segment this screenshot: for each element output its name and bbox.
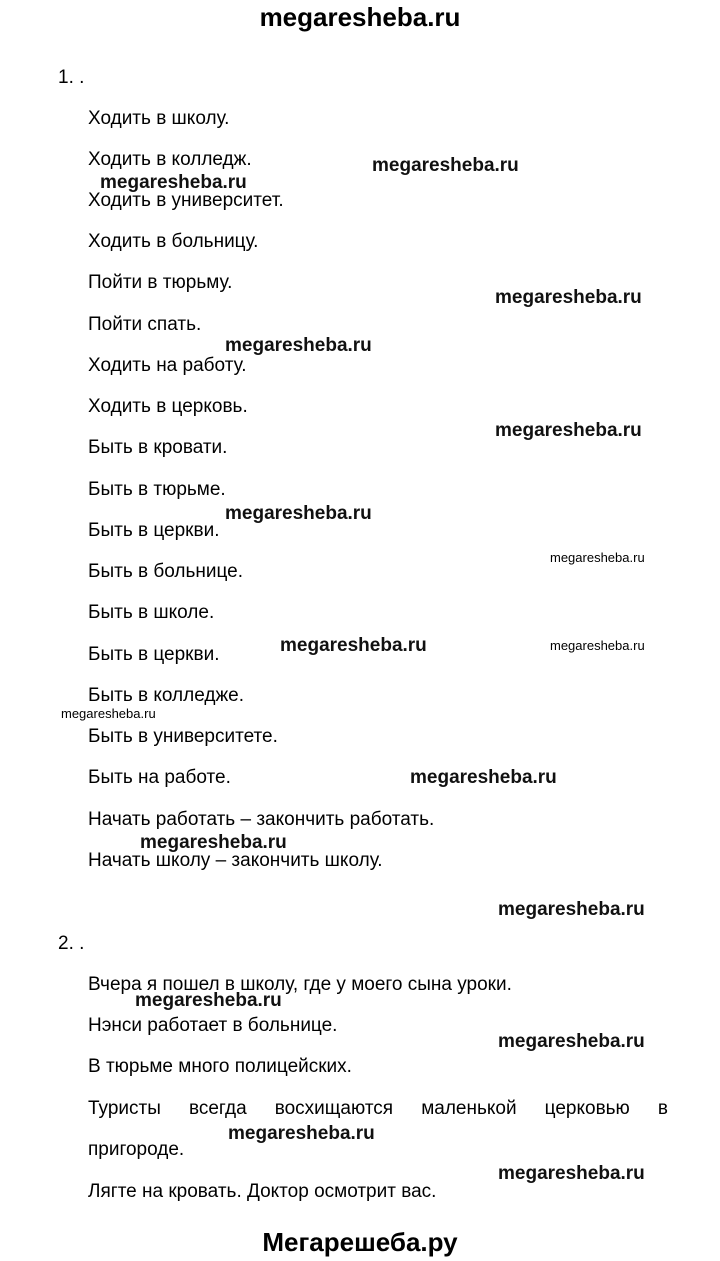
- answer-line: Быть в школе.: [88, 602, 215, 623]
- answer-line: Быть в колледже.: [88, 685, 245, 706]
- answer-line: Ходить на работу.: [88, 355, 247, 376]
- watermark: megaresheba.ru: [495, 420, 642, 441]
- watermark: megaresheba.ru: [280, 635, 427, 656]
- watermark: megaresheba.ru: [498, 1163, 645, 1184]
- exercise-1-number: 1. .: [58, 67, 85, 88]
- answer-line: Быть в университете.: [88, 726, 278, 747]
- answer-line: Быть в тюрьме.: [88, 479, 226, 500]
- answer-line: Ходить в больницу.: [88, 231, 259, 252]
- watermark: megaresheba.ru: [140, 832, 287, 853]
- watermark: megaresheba.ru: [228, 1123, 375, 1144]
- answer-line: Ходить в школу.: [88, 108, 230, 129]
- answer-line: Ходить в церковь.: [88, 396, 248, 417]
- watermark: megaresheba.ru: [225, 503, 372, 524]
- answer-line: Быть на работе.: [88, 767, 231, 788]
- answer-line: Начать школу – закончить школу.: [88, 850, 383, 871]
- site-footer: Мегарешеба.ру: [262, 1227, 458, 1257]
- answer-line: Вчера я пошел в школу, где у моего сына уроки.: [88, 974, 512, 995]
- answer-line: Начать работать – закончить работать.: [88, 809, 435, 830]
- answer-line: Ходить в университет.: [88, 190, 284, 211]
- answer-line: пригороде.: [88, 1139, 185, 1160]
- watermark-small: megaresheba.ru: [550, 550, 645, 565]
- watermark: megaresheba.ru: [100, 172, 247, 193]
- watermark-small: megaresheba.ru: [61, 706, 156, 721]
- answer-line: Быть в церкви.: [88, 644, 220, 665]
- watermark-small: megaresheba.ru: [550, 638, 645, 653]
- answer-line: Быть в больнице.: [88, 561, 244, 582]
- watermark: megaresheba.ru: [495, 287, 642, 308]
- answer-line: В тюрьме много полицейских.: [88, 1056, 352, 1077]
- answer-line: Пойти в тюрьму.: [88, 272, 233, 293]
- watermark: megaresheba.ru: [410, 767, 557, 788]
- exercise-2-number: 2. .: [58, 933, 85, 954]
- watermark: megaresheba.ru: [498, 1031, 645, 1052]
- answer-line: Ходить в колледж.: [88, 149, 252, 170]
- watermark: megaresheba.ru: [225, 335, 372, 356]
- answer-line: Быть в церкви.: [88, 520, 220, 541]
- answer-line: Быть в кровати.: [88, 437, 228, 458]
- answer-line-justified: Туристы всегда восхищаются маленькой церковью в: [88, 1098, 668, 1119]
- answer-line: Лягте на кровать. Доктор осмотрит вас.: [88, 1181, 437, 1202]
- watermark: megaresheba.ru: [372, 155, 519, 176]
- watermark: megaresheba.ru: [135, 990, 282, 1011]
- watermark: megaresheba.ru: [498, 899, 645, 920]
- site-header: megaresheba.ru: [259, 2, 461, 32]
- answer-line: Нэнси работает в больнице.: [88, 1015, 338, 1036]
- answer-line: Пойти спать.: [88, 314, 202, 335]
